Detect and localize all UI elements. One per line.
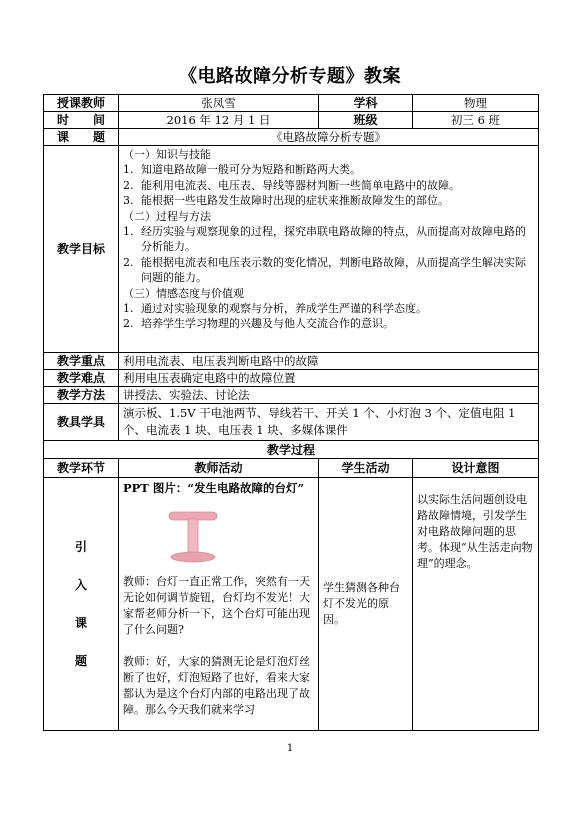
item-text: 能根据一些电路发生故障时出现的症状来推断故障发生的部位。	[141, 194, 449, 207]
tools-value: 演示板、1.5V 干电池两节、导线若干、开关 1 个、小灯泡 3 个、定值电阻 1 个、电流表 1 块、电压表 1 块、多媒体课件	[119, 404, 539, 441]
item-text: 能根据电流表和电压表示数的变化情况，判断电路故障，从而提高学生解决实际问题的能力。	[141, 255, 526, 284]
desk-lamp-image	[167, 510, 219, 564]
item-number: 1.	[123, 163, 134, 176]
col-intent-header: 设计意图	[413, 459, 539, 478]
process-title: 教学过程	[44, 441, 539, 459]
lesson-plan-table	[43, 94, 539, 731]
stage-char: 课	[74, 616, 87, 630]
stage-char: 入	[74, 578, 87, 592]
document-title: 《电路故障分析专题》教案	[179, 66, 401, 87]
teacher-paragraph-1: 教师：台灯一直正常工作，突然有一天无论如何调节旋钮，台灯均不发光！大家帮老师分析一下，这个台灯可能出现了什么问题?	[123, 575, 310, 636]
subject-label: 学科	[319, 95, 413, 112]
item-text: 能利用电流表、电压表、导线等器材判断一些简单电路中的故障。	[141, 178, 460, 192]
ppt-caption: PPT 图片：“发生电路故障的台灯”	[123, 481, 305, 495]
objective-heading-knowledge: （一）知识与技能	[123, 148, 211, 161]
topic-label: 课 题	[44, 129, 119, 146]
col-teacher-header: 教师活动	[119, 459, 319, 478]
class-label: 班级	[319, 112, 413, 129]
key-point-label: 教学重点	[44, 353, 119, 370]
design-intent: 以实际生活问题创设电路故障情境，引发学生对电路故障问题的思考。体现“从生活走向物理”的理念。	[413, 478, 539, 731]
item-number: 1.	[123, 301, 134, 315]
difficulty-value: 利用电压表确定电路中的故障位置	[119, 370, 539, 387]
method-value: 讲授法、实验法、讨论法	[119, 387, 539, 404]
item-number: 2.	[123, 317, 134, 330]
key-point-value: 利用电流表、电压表判断电路中的故障	[119, 353, 539, 370]
objective-item	[123, 193, 534, 209]
method-label: 教学方法	[44, 387, 119, 404]
objective-item	[123, 162, 534, 178]
col-stage-header: 教学环节	[44, 459, 119, 478]
subject-value: 物理	[413, 95, 539, 112]
class-value: 初三 6 班	[413, 112, 539, 129]
teacher-value: 张凤雪	[119, 95, 319, 112]
item-number: 1.	[123, 224, 134, 238]
stage-char: 引	[74, 540, 87, 554]
topic-value: 《电路故障分析专题》	[119, 129, 539, 146]
item-number: 2.	[123, 178, 134, 192]
stage-char: 题	[74, 654, 87, 668]
item-text: 培养学生学习物理的兴趣及与他人交流合作的意识。	[141, 317, 394, 330]
student-activity: 学生猜测各种台灯不发光的原因。	[319, 478, 413, 731]
teacher-label: 授课教师	[44, 95, 119, 112]
objectives-content	[119, 146, 539, 353]
teacher-paragraph-2: 教师：好，大家的猜测无论是灯泡灯丝断了也好，灯泡短路了也好，看来大家都认为是这个台灯内部的电路出现了故障。那么今天我们就来学习	[123, 655, 310, 716]
difficulty-label: 教学难点	[44, 370, 119, 387]
page-number: 1	[286, 743, 294, 754]
objective-item	[123, 316, 534, 332]
item-text: 知道电路故障一般可分为短路和断路两大类。	[141, 163, 361, 176]
objectives-label: 教学目标	[44, 146, 119, 353]
item-text: 通过对实验现象的观察与分析，养成学生严谨的科学态度。	[141, 301, 427, 315]
time-value: 2016 年 12 月 1 日	[119, 112, 319, 129]
col-student-header: 学生活动	[319, 459, 413, 478]
item-text: 经历实验与观察现象的过程，探究串联电路故障的特点，从而提高对故障电路的分析能力。	[141, 224, 526, 253]
item-number: 2.	[123, 255, 134, 269]
objective-heading-process: （二）过程与方法	[123, 209, 211, 223]
objective-heading-attitude: （三）情感态度与价值观	[123, 286, 244, 300]
stage-intro	[44, 478, 119, 731]
objective-item	[123, 224, 534, 255]
objective-item	[123, 255, 534, 286]
objective-item	[123, 301, 534, 317]
objective-item	[123, 178, 534, 194]
teacher-activity	[119, 478, 319, 731]
time-label: 时 间	[44, 112, 119, 129]
tools-label: 教具学具	[44, 404, 119, 441]
item-number: 3.	[123, 194, 134, 207]
